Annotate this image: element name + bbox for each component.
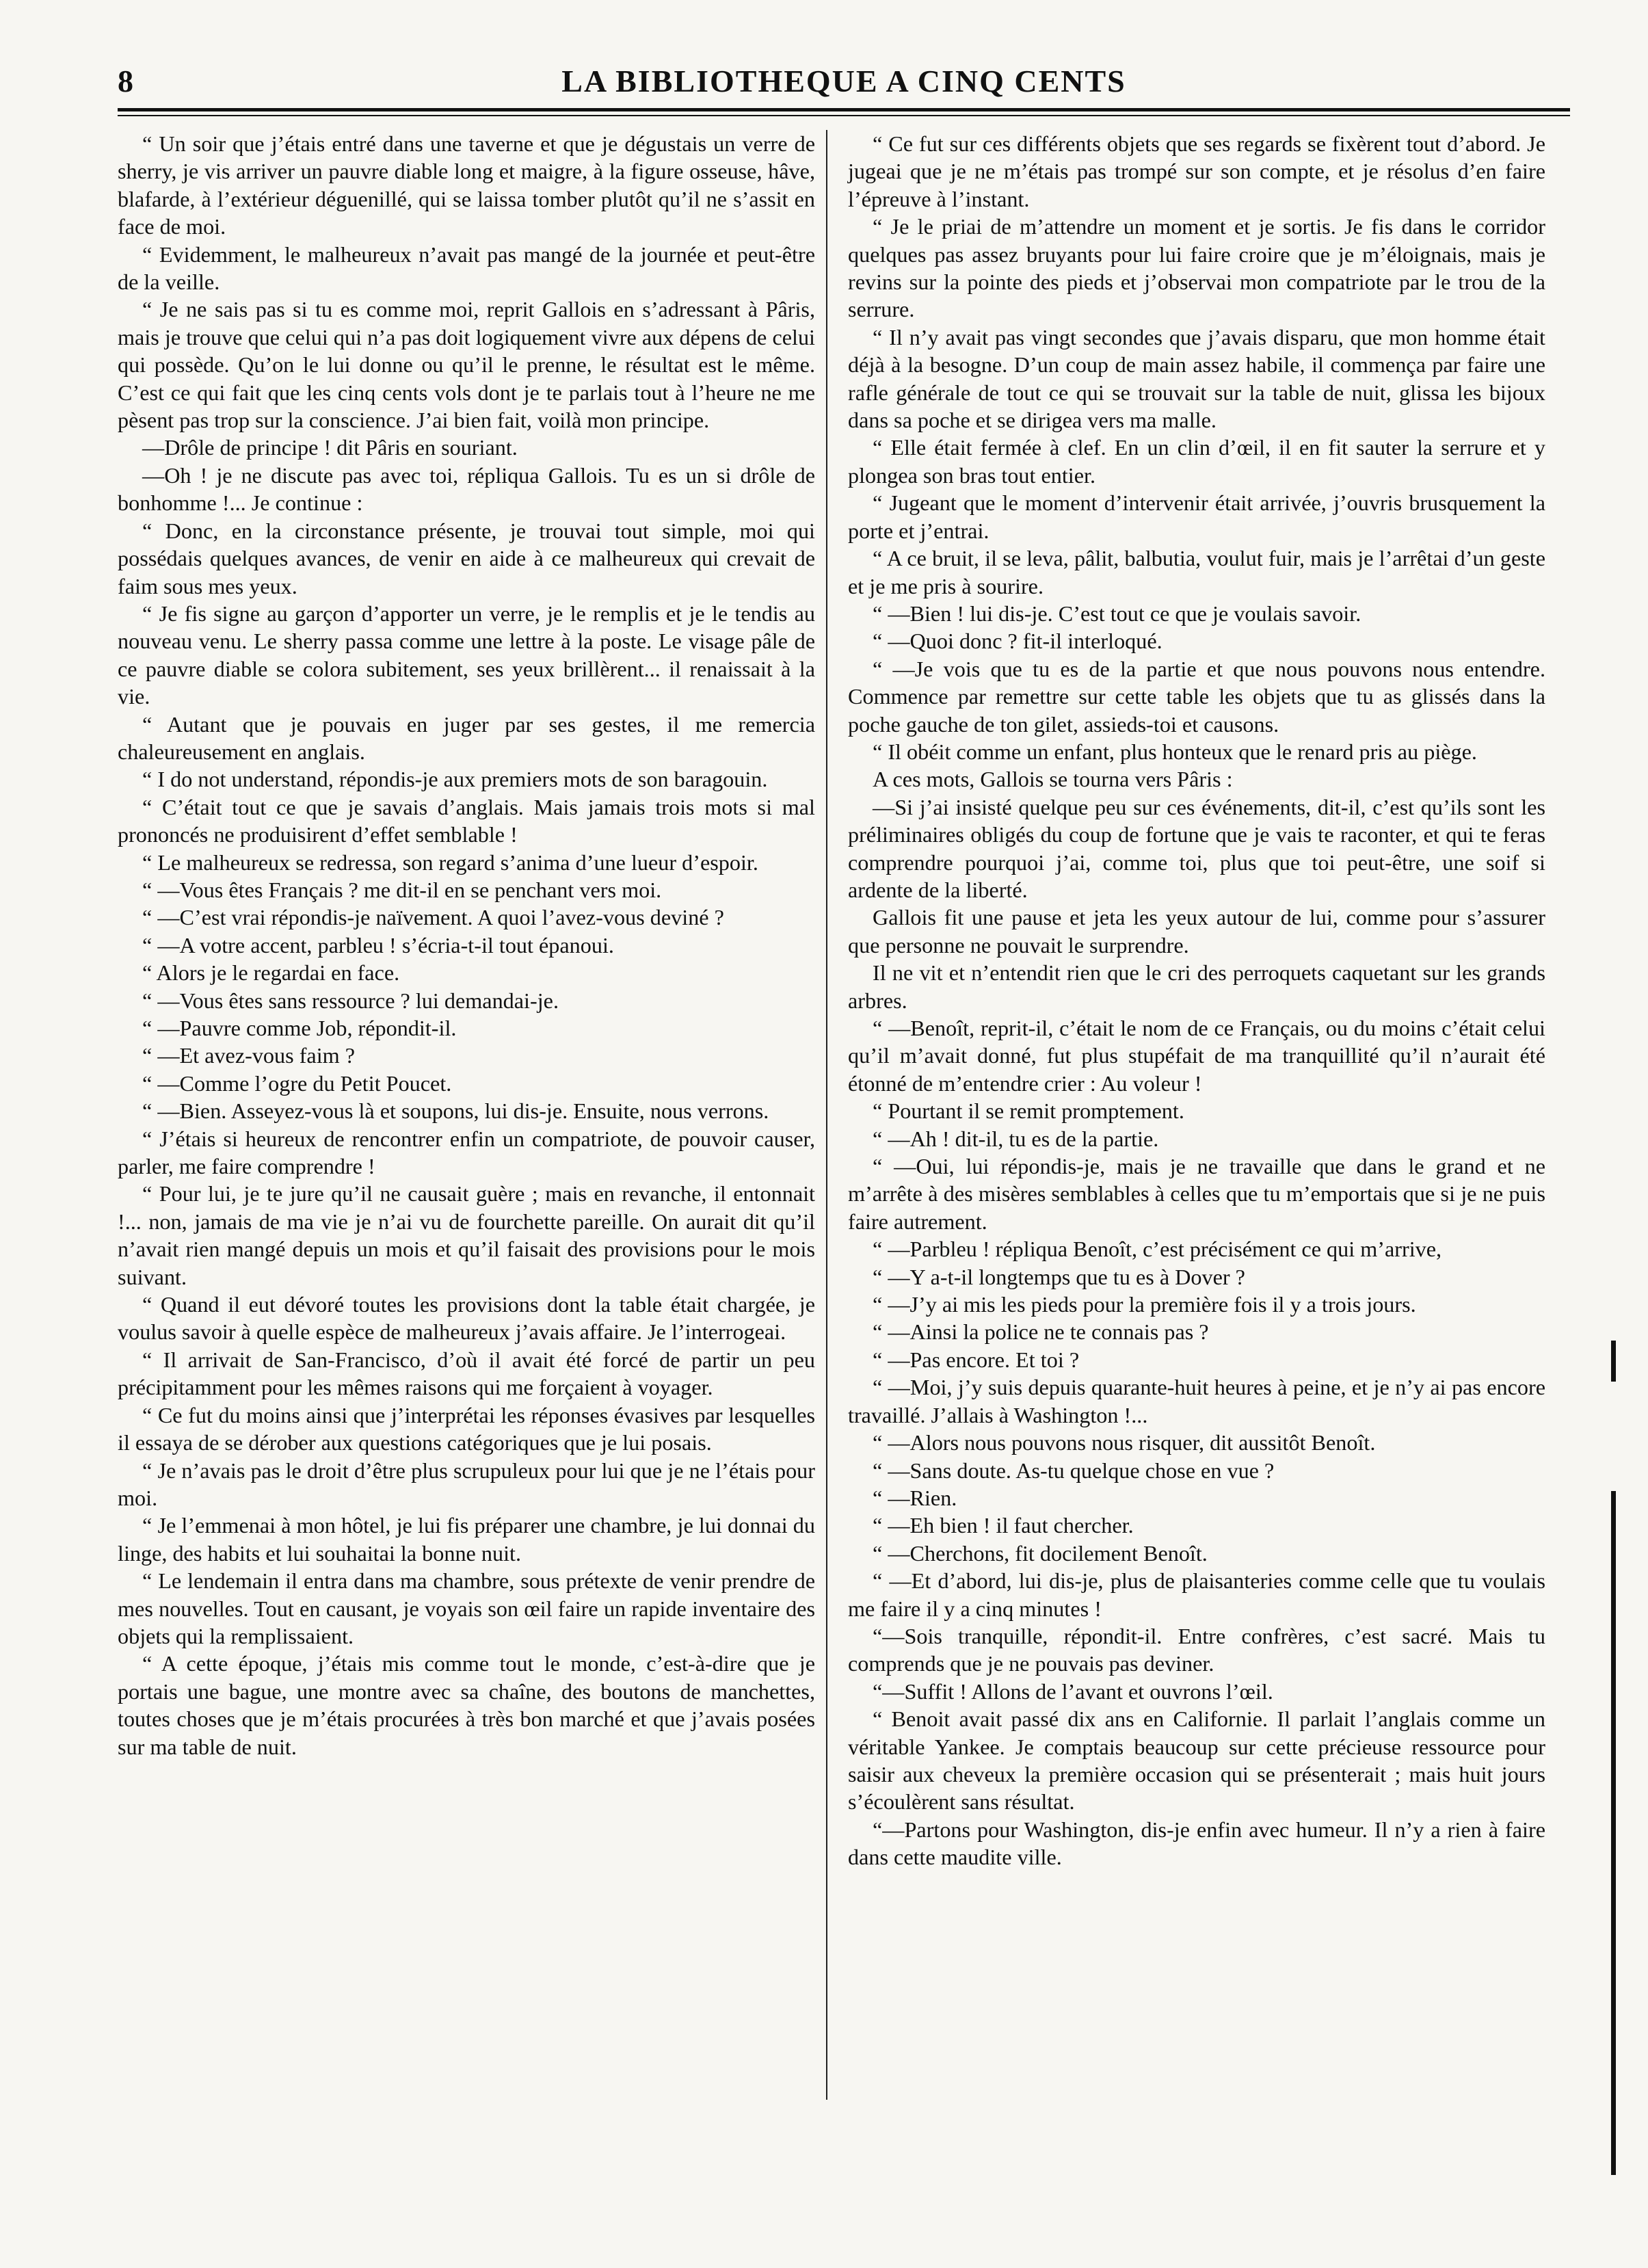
paragraph: “ —Eh bien ! il faut chercher. <box>873 1513 1134 1538</box>
paragraph: “ —Je vois que tu es de la partie et que nous pouvons nous entendre. Commence par remettre sur cette table les objets que tu as glissés dans la poche gauche de ton gilet, assieds-toi et causons. <box>848 656 1545 737</box>
paragraph: “ —Parbleu ! répliqua Benoît, c’est précisément ce qui m’arrive, <box>873 1237 1442 1262</box>
paragraph: “ Je l’emmenai à mon hôtel, je lui fis préparer une chambre, je lui donnai du linge, des habits et lui souhaitai la bonne nuit. <box>118 1513 815 1566</box>
scan-edge-mark <box>1611 1491 1616 2175</box>
page-number: 8 <box>118 64 133 98</box>
scan-edge-mark <box>1611 1341 1616 1382</box>
paragraph: “ Il arrivait de San-Francisco, d’où il avait été forcé de partir un peu précipitamment pour les mêmes raisons qui me forçaient à voyager. <box>118 1347 815 1400</box>
paragraph: “ —Bien. Asseyez-vous là et soupons, lui dis-je. Ensuite, nous verrons. <box>142 1098 769 1124</box>
column-divider <box>826 130 827 2100</box>
paragraph: “ —Quoi donc ? fit-il interloqué. <box>873 629 1162 654</box>
paragraph: “ —Ah ! dit-il, tu es de la partie. <box>873 1126 1159 1151</box>
paragraph: “ —C’est vrai répondis-je naïvement. A quoi l’avez-vous deviné ? <box>142 905 724 930</box>
paragraph: “ Je le priai de m’attendre un moment et je sortis. Je fis dans le corridor quelques pas assez bruyants pour lui faire croire que je m’éloignais, mais je revins sur la pointe des pieds et j’observai mon compatriote par le trou de la serrure. <box>848 214 1545 322</box>
paragraph: “ —Y a-t-il longtemps que tu es à Dover ? <box>873 1264 1245 1289</box>
paragraph: “ Le malheureux se redressa, son regard s’anima d’une lueur d’espoir. <box>142 849 758 875</box>
header-rule-thin <box>118 115 1570 116</box>
paragraph: “ —Cherchons, fit docilement Benoît. <box>873 1540 1208 1566</box>
paragraph: “ J’étais si heureux de rencontrer enfin un compatriote, de pouvoir causer, parler, me faire comprendre ! <box>118 1126 815 1179</box>
paragraph: “ —Et d’abord, lui dis-je, plus de plaisanteries comme celle que tu voulais me faire il y a cinq minutes ! <box>848 1568 1545 1621</box>
paragraph: “ Autant que je pouvais en juger par ses gestes, il me remercia chaleureusement en anglais. <box>118 711 815 764</box>
paragraph: “ Donc, en la circonstance présente, je trouvai tout simple, moi qui possédais quelques avances, de venir en aide à ce malheureux qui crevait de faim sous mes yeux. <box>118 518 815 598</box>
paragraph: “ Ce fut du moins ainsi que j’interprétai les réponses évasives par lesquelles il essaya de se dérober aux questions catégoriques que je lui posais. <box>118 1402 815 1455</box>
paragraph: Gallois fit une pause et jeta les yeux autour de lui, comme pour s’assurer que personne ne pouvait le surprendre. <box>848 905 1545 958</box>
paragraph: “ —A votre accent, parbleu ! s’écria-t-il tout épanoui. <box>142 932 614 958</box>
paragraph: “ —Pas encore. Et toi ? <box>873 1347 1080 1372</box>
right-column <box>848 130 1545 1871</box>
paragraph: “—Partons pour Washington, dis-je enfin avec humeur. Il n’y a rien à faire dans cette maudite ville. <box>848 1817 1545 1870</box>
paragraph: “ —Vous êtes sans ressource ? lui demandai-je. <box>142 988 559 1013</box>
paragraph: “ —Ainsi la police ne te connais pas ? <box>873 1319 1209 1345</box>
paragraph: “ —J’y ai mis les pieds pour la première fois il y a trois jours. <box>873 1292 1416 1317</box>
paragraph: “ Le lendemain il entra dans ma chambre, sous prétexte de venir prendre de mes nouvelles. Tout en causant, je voyais son œil faire un rapide inventaire des objets qui la remplissaient. <box>118 1568 815 1648</box>
paragraph: “ Je ne sais pas si tu es comme moi, reprit Gallois en s’adressant à Pâris, mais je trouve que celui qui n’a pas doit logiquement vivre aux dépens de celui qui possède. Qu’on le lui donne ou qu’il le prenne, le résultat est le même. C’est ce qui fait que les cinq cents vols dont je te parlais tout à l’heure ne me pèsent pas trop sur la conscience. J’ai bien fait, voilà mon principe. <box>118 297 815 433</box>
paragraph: “ Il obéit comme un enfant, plus honteux que le renard pris au piège. <box>873 739 1477 764</box>
paragraph: “ —Benoît, reprit-il, c’était le nom de ce Français, ou du moins c’était celui qu’il m’avait donné, fut plus stupéfait de ma tranquillité qu’il n’aurait été étonné de m’entendre crier : Au voleur ! <box>848 1016 1545 1096</box>
paragraph: —Si j’ai insisté quelque peu sur ces événements, dit-il, c’est qu’ils sont les préliminaires obligés du coup de fortune que je vais te raconter, et qui te feras comprendre pourquoi j’ai, comme toi, plus que toi peut-être, une soif si ardente de la liberté. <box>848 794 1545 902</box>
paragraph: “ Je n’avais pas le droit d’être plus scrupuleux pour lui que je ne l’étais pour moi. <box>118 1458 815 1510</box>
paragraph: “ Alors je le regardai en face. <box>142 960 400 986</box>
paragraph: “ —Bien ! lui dis-je. C’est tout ce que je voulais savoir. <box>873 601 1361 626</box>
left-column <box>118 130 815 1761</box>
paragraph: “ —Moi, j’y suis depuis quarante-huit heures à peine, et je n’y ai pas encore travaillé. J’allais à Washington !... <box>848 1375 1545 1427</box>
paragraph: “—Sois tranquille, répondit-il. Entre confrères, c’est sacré. Mais tu comprends que je ne pouvais pas deviner. <box>848 1623 1545 1676</box>
paragraph: “ Pourtant il se remit promptement. <box>873 1098 1184 1124</box>
paragraph: “ Evidemment, le malheureux n’avait pas mangé de la journée et peut-être de la veille. <box>118 241 815 295</box>
paragraph: “ —Alors nous pouvons nous risquer, dit aussitôt Benoît. <box>873 1430 1376 1455</box>
paragraph: “ A ce bruit, il se leva, pâlit, balbutia, voulut fuir, mais je l’arrêtai d’un geste et je me pris à sourire. <box>848 546 1545 598</box>
paragraph: “ C’était tout ce que je savais d’anglais. Mais jamais trois mots si mal prononcés ne produisirent d’effet semblable ! <box>118 794 815 847</box>
paragraph: “ A cette époque, j’étais mis comme tout le monde, c’est-à-dire que je portais une bague, une montre avec sa chaîne, des boutons de manchettes, toutes choses que je m’étais procurées à très bon marché et que j’avais posées sur ma table de nuit. <box>118 1651 815 1759</box>
paragraph: “ Elle était fermée à clef. En un clin d’œil, il en fit sauter la serrure et y plongea son bras tout entier. <box>848 435 1545 488</box>
running-title: LA BIBLIOTHEQUE A CINQ CENTS <box>561 64 1126 98</box>
paragraph: “ Il n’y avait pas vingt secondes que j’avais disparu, que mon homme était déjà à la besogne. D’un coup de main assez habile, il commença par faire une rafle générale de tout ce qui se trouvait sur la table de nuit, glissa les bijoux dans sa poche et se dirigea vers ma malle. <box>848 324 1545 433</box>
header-rule-thick <box>118 108 1570 111</box>
paragraph: “—Suffit ! Allons de l’avant et ouvrons l’œil. <box>873 1678 1273 1704</box>
paragraph: “ Benoit avait passé dix ans en Californie. Il parlait l’anglais comme un véritable Yankee. Je comptais beaucoup sur cette précieuse ressource pour saisir aux cheveux la première occasion qui se présenterait ; mais huit jours s’écoulèrent sans résultat. <box>848 1706 1545 1815</box>
page-header <box>118 60 1570 108</box>
paragraph: “ —Oui, lui répondis-je, mais je ne travaille que dans le grand et ne m’arrête à des misères semblables à celles que tu m’emportais que si je ne puis faire autrement. <box>848 1154 1545 1234</box>
paragraph: “ Un soir que j’étais entré dans une taverne et que je dégustais un verre de sherry, je vis arriver un pauvre diable long et maigre, à la figure osseuse, hâve, blafarde, à l’extérieur déguenillé, qui se laissa tomber plutôt qu’il ne s’assit en face de moi. <box>118 131 815 239</box>
paragraph: Il ne vit et n’entendit rien que le cri des perroquets caquetant sur les grands arbres. <box>848 960 1545 1013</box>
paragraph: A ces mots, Gallois se tourna vers Pâris : <box>873 767 1233 792</box>
paragraph: “ Quand il eut dévoré toutes les provisions dont la table était chargée, je voulus savoir à quelle espèce de malheureux j’avais affaire. Je l’interrogeai. <box>118 1292 815 1345</box>
paragraph: “ —Sans doute. As-tu quelque chose en vue ? <box>873 1458 1275 1483</box>
paragraph: “ I do not understand, répondis-je aux premiers mots de son baragouin. <box>142 767 768 792</box>
paragraph: “ Jugeant que le moment d’intervenir était arrivée, j’ouvris brusquement la porte et j’entrai. <box>848 490 1545 543</box>
paragraph: “ —Pauvre comme Job, répondit-il. <box>142 1016 457 1040</box>
paragraph: “ —Vous êtes Français ? me dit-il en se penchant vers moi. <box>142 877 662 902</box>
paragraph: “ Ce fut sur ces différents objets que ses regards se fixèrent tout d’abord. Je jugeai que je ne m’étais pas trompé sur son compte, et je résolus d’en faire l’épreuve à l’instant. <box>848 131 1545 211</box>
paragraph: “ —Et avez-vous faim ? <box>142 1043 356 1068</box>
paragraph: “ Je fis signe au garçon d’apporter un verre, je le remplis et je le tendis au nouveau venu. Le sherry passa comme une lettre à la poste. Le visage pâle de ce pauvre diable se colora subitement, ses yeux brillèrent... il renaissait à la vie. <box>118 601 815 709</box>
paragraph: —Drôle de principe ! dit Pâris en souriant. <box>142 435 518 460</box>
paragraph: “ —Comme l’ogre du Petit Poucet. <box>142 1070 452 1096</box>
paragraph: “ —Rien. <box>873 1485 957 1510</box>
paragraph: “ Pour lui, je te jure qu’il ne causait guère ; mais en revanche, il entonnait !... non, jamais de ma vie je n’ai vu de fourchette pareille. On aurait dit qu’il n’avait rien mangé depuis un mois et qu’il faisait des provisions pour le mois suivant. <box>118 1181 815 1289</box>
paragraph: —Oh ! je ne discute pas avec toi, répliqua Gallois. Tu es un si drôle de bonhomme !... Je continue : <box>118 462 815 516</box>
